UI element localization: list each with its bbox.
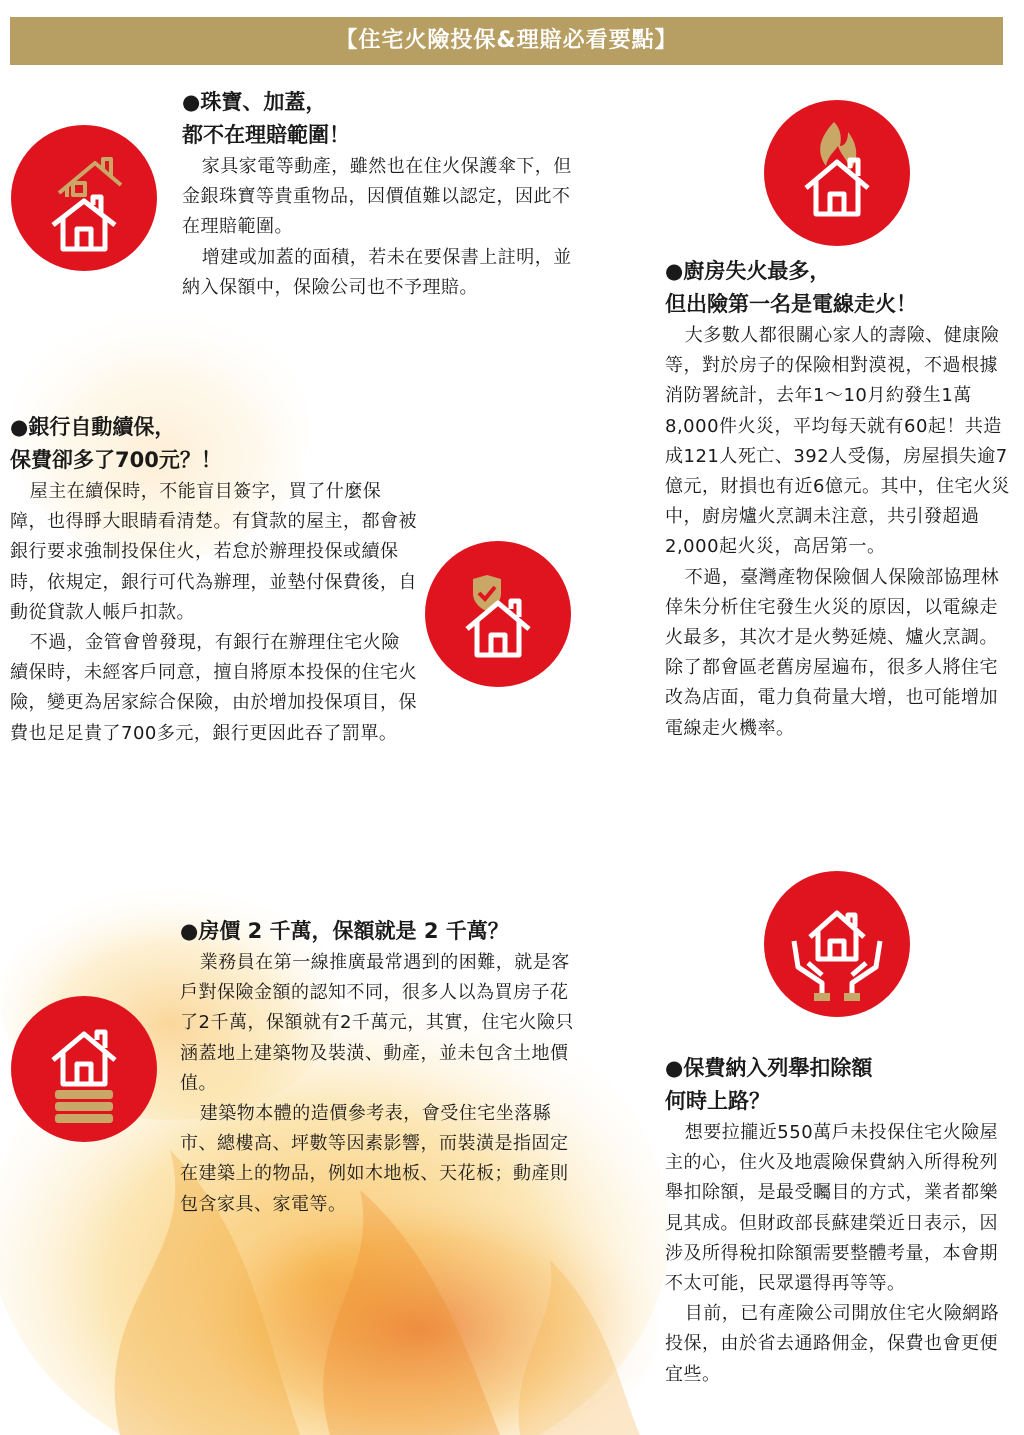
house-shield-icon bbox=[425, 541, 571, 687]
section-kitchen bbox=[665, 255, 1015, 744]
body-paragraph: 屋主在續保時，不能盲目簽字，買了什麼保障，也得睜大眼睛看清楚。有貸款的屋主，都會被銀行要求強制投保住火，若怠於辦理投保或續保時，依規定，銀行可代為辦理，並墊付保費後，自動從貸款人帳戶扣款。 bbox=[10, 481, 417, 623]
page-banner-title: 【住宅火險投保&理賠必看要點】 bbox=[10, 17, 1003, 65]
section-heading: 但出險第一名是電線走火！ bbox=[665, 292, 917, 316]
section-heading: ●廚房失火最多， bbox=[665, 259, 831, 283]
house-hands-icon bbox=[764, 871, 910, 1017]
section-heading: ●珠寶、加蓋， bbox=[182, 90, 327, 114]
body-paragraph: 建築物本體的造價參考表，會受住宅坐落縣市、總樓高、坪數等因素影響，而裝潢是指固定在建築上的物品，例如木地板、天花板；動產則包含家具、家電等。 bbox=[180, 1103, 569, 1215]
section-jewelry bbox=[182, 86, 582, 303]
body-paragraph: 增建或加蓋的面積，若未在要保書上註明，並納入保額中，保險公司也不予理賠。 bbox=[182, 246, 572, 298]
section-tax-deduction bbox=[665, 1052, 1013, 1390]
section-heading: ●保費納入列舉扣除額 bbox=[665, 1056, 873, 1080]
body-paragraph: 業務員在第一線推廣最常遇到的困難，就是客戶對保險金額的認知不同，很多人以為買房子花了2千萬，保額就有2千萬元，其實，住宅火險只涵蓋地上建築物及裝潢、動產，並未包含土地價值。 bbox=[180, 952, 574, 1094]
section-heading: 保費卻多了700元？！ bbox=[10, 448, 222, 472]
section-heading: ●銀行自動續保， bbox=[10, 415, 176, 439]
house-addition-icon bbox=[11, 125, 157, 271]
body-paragraph: 家具家電等動產，雖然也在住火保護傘下，但金銀珠寶等貴重物品，因價值難以認定，因此不在理賠範圍。 bbox=[182, 156, 572, 238]
section-heading: 何時上路？ bbox=[665, 1089, 770, 1113]
section-bank bbox=[10, 411, 418, 749]
section-heading: 都不在理賠範圍！ bbox=[182, 123, 350, 147]
body-paragraph: 想要拉攏近550萬戶未投保住宅火險屋主的心，住火及地震險保費納入所得稅列舉扣除額，是最受矚目的方式，業者都樂見其成。但財政部長蘇建榮近日表示，因涉及所得稅扣除額需要整體考量，本會期不太可能，民眾還得再等等。 bbox=[665, 1122, 999, 1295]
body-paragraph: 不過，金管會曾發現，有銀行在辦理住宅火險續保時，未經客戶同意，擅自將原本投保的住宅火險，變更為居家綜合保險，由於增加投保項目，保費也足足貴了700多元，銀行更因此吞了罰單。 bbox=[10, 632, 417, 744]
body-paragraph: 目前，已有產險公司開放住宅火險網路投保，由於省去通路佣金，保費也會更便宜些。 bbox=[665, 1303, 1000, 1385]
house-coins-icon bbox=[11, 996, 157, 1142]
section-price bbox=[180, 915, 585, 1220]
house-fire-icon bbox=[764, 100, 910, 246]
body-paragraph: 不過，臺灣產物保險個人保險部協理林倖朱分析住宅發生火災的原因，以電線走火最多，其次才是火勢延燒、爐火烹調。除了都會區老舊房屋遍布，很多人將住宅改為店面，電力負荷量大增，也可能增加電線走火機率。 bbox=[665, 566, 1000, 739]
section-heading: ●房價 2 千萬，保額就是 2 千萬？ bbox=[180, 919, 509, 943]
body-paragraph: 大多數人都很關心家人的壽險、健康險等，對於房子的保險相對漠視，不過根據消防署統計，去年1～10月約發生1萬8,000件火災，平均每天就有60起！共造成121人死亡、392人受傷，房屋損失逾7億元，財損也有近6億元。其中，住宅火災中，廚房爐火烹調未注意，共引發超過2,000起火災，高居第一。 bbox=[665, 325, 1010, 558]
